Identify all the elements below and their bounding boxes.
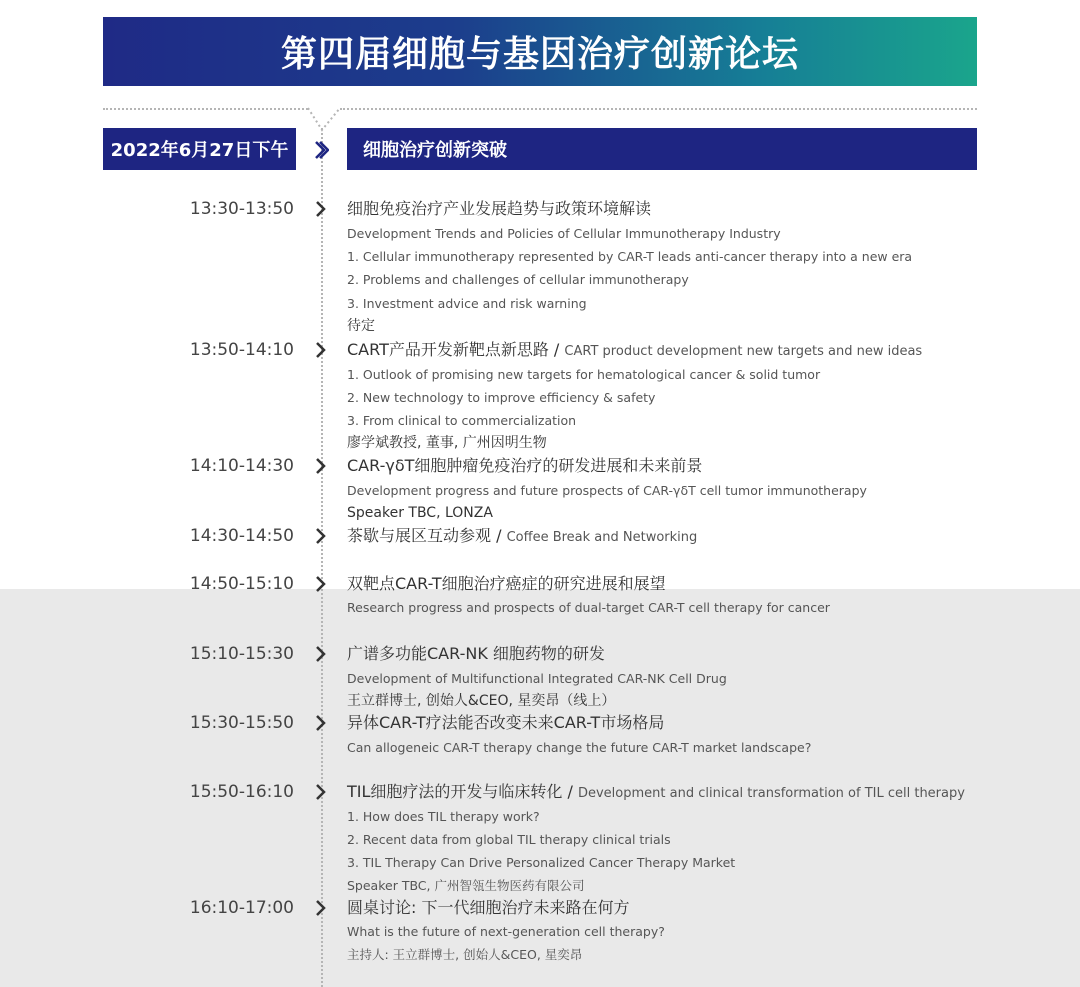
session-detail: 3. Investment advice and risk warning	[347, 296, 587, 311]
session-title: 广谱多功能CAR-NK 细胞药物的研发	[347, 644, 605, 663]
session-detail: 2. New technology to improve efficiency & safety	[347, 390, 656, 405]
session-time: 16:10-17:00	[189, 898, 294, 918]
session-detail: Research progress and prospects of dual-target CAR-T cell therapy for cancer	[347, 600, 830, 615]
session-title: 茶歇与展区互动参观 / Coffee Break and Networking	[347, 526, 698, 545]
chevron-right-icon	[313, 340, 329, 360]
session-detail: Development Trends and Policies of Cellular Immunotherapy Industry	[347, 226, 781, 241]
date-label: 2022年6月27日下午	[103, 128, 296, 170]
session-speaker: 廖学斌教授, 董事, 广州因明生物	[347, 435, 547, 451]
session-title: TIL细胞疗法的开发与临床转化 / Development and clinical transformation of TIL cell therapy	[347, 782, 965, 801]
session-detail: 2. Problems and challenges of cellular immunotherapy	[347, 272, 689, 287]
session-title: 圆桌讨论: 下一代细胞治疗未来路在何方	[347, 898, 630, 917]
session-speaker: Speaker TBC, LONZA	[347, 505, 493, 521]
session-detail: What is the future of next-generation cell therapy?	[347, 924, 665, 939]
session-time: 13:50-14:10	[189, 340, 294, 360]
session-title: 细胞免疫治疗产业发展趋势与政策环境解读	[347, 199, 652, 218]
session-time: 14:10-14:30	[189, 456, 294, 476]
session-title: 异体CAR-T疗法能否改变未来CAR-T市场格局	[347, 713, 665, 732]
session-detail: 1. How does TIL therapy work?	[347, 809, 540, 824]
forum-title-banner: 第四届细胞与基因治疗创新论坛	[103, 17, 977, 86]
session-time: 14:30-14:50	[189, 526, 294, 546]
chevron-right-icon	[313, 713, 329, 733]
session-detail: 1. Cellular immunotherapy represented by CAR-T leads anti-cancer therapy into a new era	[347, 249, 913, 264]
section-title: 细胞治疗创新突破	[347, 128, 977, 170]
chevron-right-icon	[313, 526, 329, 546]
timeline-line	[321, 128, 323, 987]
session-detail: 3. TIL Therapy Can Drive Personalized Cancer Therapy Market	[347, 855, 736, 870]
session-time: 14:50-15:10	[189, 574, 294, 594]
session-speaker: 待定	[347, 318, 375, 334]
chevron-right-icon	[313, 140, 329, 160]
session-speaker: 王立群博士, 创始人&CEO, 星奕昂（线上）	[347, 693, 616, 709]
session-time: 15:30-15:50	[189, 713, 294, 733]
session-title: CAR-γδT细胞肿瘤免疫治疗的研发进展和未来前景	[347, 456, 703, 475]
session-detail: 3. From clinical to commercialization	[347, 413, 577, 428]
session-time: 15:10-15:30	[189, 644, 294, 664]
divider-left	[103, 108, 308, 110]
chevron-right-icon	[313, 456, 329, 476]
session-detail: 主持人: 王立群博士, 创始人&CEO, 星奕昂	[347, 947, 583, 962]
session-time: 15:50-16:10	[189, 782, 294, 802]
session-time: 13:30-13:50	[189, 199, 294, 219]
chevron-right-icon	[313, 199, 329, 219]
session-detail: Can allogeneic CAR-T therapy change the future CAR-T market landscape?	[347, 740, 812, 755]
session-title-en: Development and clinical transformation of TIL cell therapy	[577, 786, 965, 801]
session-title-en: Coffee Break and Networking	[506, 530, 698, 545]
chevron-right-icon	[313, 574, 329, 594]
divider-right	[340, 108, 977, 110]
session-detail: Development progress and future prospects of CAR-γδT cell tumor immunotherapy	[347, 483, 867, 498]
session-title-en: CART product development new targets and new ideas	[564, 344, 923, 359]
session-detail: Development of Multifunctional Integrated CAR-NK Cell Drug	[347, 671, 727, 686]
chevron-right-icon	[313, 782, 329, 802]
session-detail: Speaker TBC, 广州智瓴生物医药有限公司	[347, 878, 585, 893]
session-title: CART产品开发新靶点新思路 / CART product development new targets and new ideas	[347, 340, 923, 359]
chevron-right-icon	[313, 898, 329, 918]
session-detail: 2. Recent data from global TIL therapy clinical trials	[347, 832, 671, 847]
divider-notch	[300, 106, 350, 136]
chevron-right-icon	[313, 644, 329, 664]
session-title: 双靶点CAR-T细胞治疗癌症的研究进展和展望	[347, 574, 666, 593]
session-detail: 1. Outlook of promising new targets for hematological cancer & solid tumor	[347, 367, 821, 382]
